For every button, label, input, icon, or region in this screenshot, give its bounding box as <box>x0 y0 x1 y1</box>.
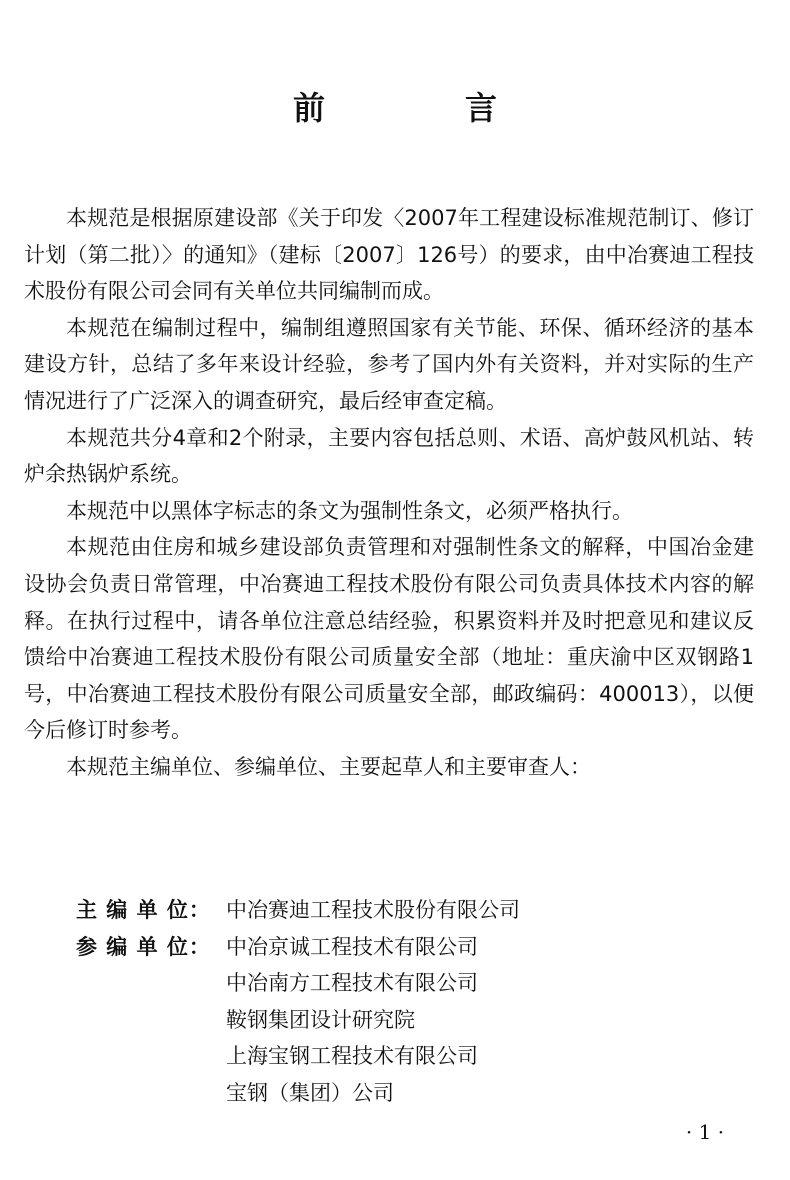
preface-body <box>24 200 754 786</box>
chief-unit-names <box>226 892 756 929</box>
participating-unit-name: 鞍钢集团设计研究院 <box>226 1007 415 1032</box>
participating-unit-name: 宝钢（集团）公司 <box>226 1080 394 1105</box>
chief-unit-name: 中冶赛迪工程技术股份有限公司 <box>226 898 520 922</box>
participating-unit-name: 中冶南方工程技术有限公司 <box>226 971 478 996</box>
participating-unit-name: 中冶京诚工程技术有限公司 <box>226 934 478 959</box>
paragraph-6: 本规范主编单位、参编单位、主要起草人和主要审查人： <box>66 754 591 779</box>
paragraph-3: 本规范共分4章和2个附录，主要内容包括总则、术语、高炉鼓风机站、转炉余热锅炉系统。 <box>24 425 754 487</box>
paragraph-4: 本规范中以黑体字标志的条文为强制性条文，必须严格执行。 <box>66 498 633 523</box>
participating-unit-names <box>226 929 756 1112</box>
chief-unit-label: 主 编 单 位： <box>76 898 211 922</box>
paragraph-1: 本规范是根据原建设部《关于印发〈2007年工程建设标准规范制订、修订计划（第二批）〉的通知》（建标〔2007〕126号）的要求，由中冶赛迪工程技术股份有限公司会同有关单位共同编制而成。 <box>24 206 754 304</box>
chief-unit-row <box>76 892 756 929</box>
paragraph-2: 本规范在编制过程中，编制组遵照国家有关节能、环保、循环经济的基本建设方针，总结了多年来设计经验，参考了国内外有关资料，并对实际的生产情况进行了广泛深入的调查研究，最后经审查定稿。 <box>24 315 754 413</box>
paragraph-5: 本规范由住房和城乡建设部负责管理和对强制性条文的解释，中国冶金建设协会负责日常管理，中冶赛迪工程技术股份有限公司负责具体技术内容的解释。在执行过程中，请各单位注意总结经验，积累资料并及时把意见和建议反馈给中冶赛迪工程技术股份有限公司质量安全部（地址：重庆渝中区双钢路1号，中冶赛迪工程技术股份有限公司质量安全部，邮政编码：400013），以便今后修订时参考。 <box>24 535 754 743</box>
page-number: · 1 · <box>685 1120 725 1144</box>
page-title: 前 言 <box>292 89 551 127</box>
participating-units-row <box>76 929 756 1112</box>
participating-units-label: 参 编 单 位： <box>76 934 211 959</box>
units-list <box>76 892 756 1112</box>
participating-unit-name: 上海宝钢工程技术有限公司 <box>226 1044 478 1069</box>
